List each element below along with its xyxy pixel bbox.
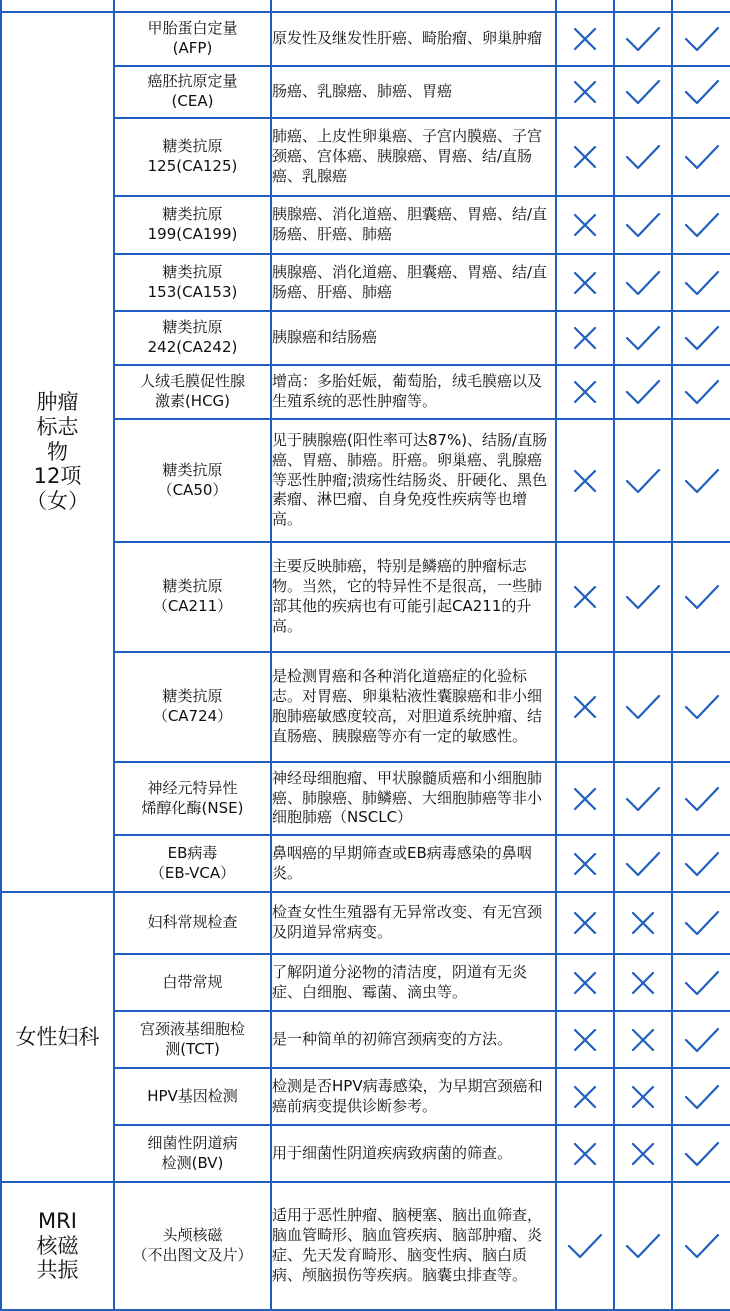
- package-3-cell: [672, 12, 730, 66]
- check-icon: [625, 143, 661, 171]
- check-icon: [684, 269, 720, 297]
- package-1-cell: [556, 365, 614, 419]
- package-2-cell: [614, 118, 672, 196]
- package-2-cell: [614, 1125, 672, 1182]
- package-1-cell: [556, 1068, 614, 1125]
- package-2-cell: [614, 419, 672, 542]
- table-row: [1, 1182, 730, 1310]
- check-icon: [625, 211, 661, 239]
- cross-icon: [572, 1141, 598, 1167]
- package-2-cell: [614, 542, 672, 652]
- exam-item-name: 妇科常规检查: [114, 892, 271, 954]
- package-1-cell: [556, 1182, 614, 1310]
- check-icon: [684, 143, 720, 171]
- exam-item-description: 检测是否HPV病毒感染，为早期宫颈癌和癌前病变提供诊断参考。: [271, 1068, 556, 1125]
- package-3-cell: [672, 1011, 730, 1068]
- package-2-cell: [614, 311, 672, 365]
- package-3-cell: [672, 311, 730, 365]
- cross-icon: [572, 584, 598, 610]
- check-icon: [625, 467, 661, 495]
- package-1-cell: [556, 1011, 614, 1068]
- exam-item-description: 主要反映肺癌，特别是鳞癌的肿瘤标志物。当然，它的特异性不是很高，一些肺部其他的疾病也有可能引起CA211的升高。: [271, 542, 556, 652]
- package-3-cell: [672, 835, 730, 892]
- item-cell: [114, 0, 271, 12]
- package-3-cell: [672, 1125, 730, 1182]
- package-1-cell: [556, 66, 614, 118]
- table-row: [1, 12, 730, 66]
- package-1-cell: [556, 254, 614, 311]
- package-1-cell: [556, 542, 614, 652]
- package-1-cell: [556, 762, 614, 835]
- cross-icon: [572, 26, 598, 52]
- package-2-cell: [614, 835, 672, 892]
- package-3-cell: [672, 652, 730, 762]
- package-2-cell: [614, 66, 672, 118]
- cross-icon: [572, 694, 598, 720]
- exam-item-name: 糖类抗原 （CA211）: [114, 542, 271, 652]
- exam-item-description: 用于细菌性阴道疾病致病菌的筛查。: [271, 1125, 556, 1182]
- cross-icon: [630, 1027, 656, 1053]
- cross-icon: [572, 79, 598, 105]
- category-tumor-markers: [1, 12, 114, 892]
- cross-icon: [572, 379, 598, 405]
- check-icon: [684, 909, 720, 937]
- cross-icon: [572, 970, 598, 996]
- package-1-cell: [556, 954, 614, 1011]
- check-icon: [625, 269, 661, 297]
- package-2-cell: [614, 254, 672, 311]
- exam-item-description: 神经母细胞瘤、甲状腺髓质癌和小细胞肺癌、肺腺癌、肺鳞癌、大细胞肺癌等非小细胞肺癌（NSCLC）: [271, 762, 556, 835]
- check-icon: [684, 378, 720, 406]
- check-icon: [684, 467, 720, 495]
- exam-item-name: 糖类抗原 153(CA153): [114, 254, 271, 311]
- top-partial-row: [1, 0, 730, 12]
- check-icon: [684, 583, 720, 611]
- cross-icon: [630, 1084, 656, 1110]
- check-icon: [684, 785, 720, 813]
- exam-item-description: 是检测胃癌和各种消化道癌症的化验标志。对胃癌、卵巢粘液性囊腺癌和非小细胞肺癌敏感度较高，对胆道系统肿瘤、结直肠癌、胰腺癌等亦有一定的敏感性。: [271, 652, 556, 762]
- exam-item-description: 原发性及继发性肝癌、畸胎瘤、卵巢肿瘤: [271, 12, 556, 66]
- package-2-cell: [614, 892, 672, 954]
- exam-item-name: 神经元特异性 烯醇化酶(NSE): [114, 762, 271, 835]
- exam-item-name: 癌胚抗原定量 (CEA): [114, 66, 271, 118]
- package-3-cell: [672, 66, 730, 118]
- exam-item-name: 糖类抗原 （CA724）: [114, 652, 271, 762]
- exam-item-name: EB病毒 （EB-VCA）: [114, 835, 271, 892]
- package-3-cell: [672, 892, 730, 954]
- package-3-cell: [672, 196, 730, 254]
- check-icon: [684, 1083, 720, 1111]
- check-icon: [684, 969, 720, 997]
- check-icon: [625, 78, 661, 106]
- package-3-cell: [672, 118, 730, 196]
- exam-item-description: 胰腺癌和结肠癌: [271, 311, 556, 365]
- package-1-cell: [556, 196, 614, 254]
- exam-item-name: 糖类抗原 199(CA199): [114, 196, 271, 254]
- category-cell: [1, 0, 114, 12]
- mark-cell: [556, 0, 614, 12]
- package-2-cell: [614, 954, 672, 1011]
- package-3-cell: [672, 1182, 730, 1310]
- exam-item-name: HPV基因检测: [114, 1068, 271, 1125]
- cross-icon: [572, 270, 598, 296]
- package-3-cell: [672, 1068, 730, 1125]
- exam-item-description: 检查女性生殖器有无异常改变、有无宫颈及阴道异常病变。: [271, 892, 556, 954]
- package-1-cell: [556, 419, 614, 542]
- cross-icon: [572, 212, 598, 238]
- category-gynecology: [1, 892, 114, 1182]
- package-3-cell: [672, 762, 730, 835]
- package-2-cell: [614, 652, 672, 762]
- exam-item-name: 糖类抗原 125(CA125): [114, 118, 271, 196]
- check-icon: [625, 378, 661, 406]
- cross-icon: [572, 325, 598, 351]
- package-2-cell: [614, 1068, 672, 1125]
- table-row: [1, 892, 730, 954]
- package-1-cell: [556, 118, 614, 196]
- package-1-cell: [556, 652, 614, 762]
- check-icon: [625, 324, 661, 352]
- package-1-cell: [556, 12, 614, 66]
- check-icon: [625, 1232, 661, 1260]
- cross-icon: [572, 144, 598, 170]
- package-2-cell: [614, 1011, 672, 1068]
- cross-icon: [572, 468, 598, 494]
- cross-icon: [572, 786, 598, 812]
- package-1-cell: [556, 311, 614, 365]
- cross-icon: [630, 970, 656, 996]
- exam-item-description: 增高：多胎妊娠，葡萄胎，绒毛膜癌以及生殖系统的恶性肿瘤等。: [271, 365, 556, 419]
- description-cell: [271, 0, 556, 12]
- exam-item-name: 人绒毛膜促性腺 激素(HCG): [114, 365, 271, 419]
- exam-item-name: 糖类抗原 242(CA242): [114, 311, 271, 365]
- package-2-cell: [614, 1182, 672, 1310]
- exam-item-name: 头颅核磁 （不出图文及片）: [114, 1182, 271, 1310]
- exam-item-description: 见于胰腺癌(阳性率可达87%)、结肠/直肠癌、胃癌、肺癌。肝癌。卵巢癌、乳腺癌等恶性肿瘤;溃疡性结肠炎、肝硬化、黑色素瘤、淋巴瘤、自身免疫性疾病等也增高。: [271, 419, 556, 542]
- exam-item-description: 肠癌、乳腺癌、肺癌、胃癌: [271, 66, 556, 118]
- exam-item-name: 宫颈液基细胞检 测(TCT): [114, 1011, 271, 1068]
- check-icon: [684, 25, 720, 53]
- check-icon: [684, 324, 720, 352]
- package-1-cell: [556, 1125, 614, 1182]
- exam-item-name: 细菌性阴道病 检测(BV): [114, 1125, 271, 1182]
- package-3-cell: [672, 419, 730, 542]
- exam-item-description: 是一种简单的初筛宫颈病变的方法。: [271, 1011, 556, 1068]
- cross-icon: [630, 910, 656, 936]
- check-icon: [625, 850, 661, 878]
- mark-cell: [672, 0, 730, 12]
- check-icon: [684, 850, 720, 878]
- package-3-cell: [672, 542, 730, 652]
- package-2-cell: [614, 762, 672, 835]
- package-3-cell: [672, 365, 730, 419]
- check-icon: [567, 1232, 603, 1260]
- exam-item-description: 肺癌、上皮性卵巢癌、子宫内膜癌、子宫颈癌、宫体癌、胰腺癌、胃癌、结/直肠癌、乳腺癌: [271, 118, 556, 196]
- check-icon: [684, 1140, 720, 1168]
- exam-item-description: 适用于恶性肿瘤、脑梗塞、脑出血筛查，脑血管畸形、脑血管疾病、脑部肿瘤、炎症、先天发育畸形、脑变性病、脑白质病、颅脑损伤等疾病。脑囊虫排查等。: [271, 1182, 556, 1310]
- category-label: 女性妇科: [15, 1024, 100, 1049]
- package-1-cell: [556, 835, 614, 892]
- exam-item-name: 甲胎蛋白定量 (AFP): [114, 12, 271, 66]
- check-icon: [625, 785, 661, 813]
- mark-cell: [614, 0, 672, 12]
- package-2-cell: [614, 196, 672, 254]
- exam-item-description: 了解阴道分泌物的清洁度，阴道有无炎症、白细胞、霉菌、滴虫等。: [271, 954, 556, 1011]
- check-icon: [625, 25, 661, 53]
- cross-icon: [572, 851, 598, 877]
- cross-icon: [630, 1141, 656, 1167]
- category-mri: [1, 1182, 114, 1310]
- package-3-cell: [672, 954, 730, 1011]
- cross-icon: [572, 910, 598, 936]
- package-2-cell: [614, 365, 672, 419]
- cross-icon: [572, 1027, 598, 1053]
- check-icon: [684, 693, 720, 721]
- check-icon: [684, 1232, 720, 1260]
- exam-item-description: 鼻咽癌的早期筛查或EB病毒感染的鼻咽炎。: [271, 835, 556, 892]
- cross-icon: [572, 1084, 598, 1110]
- exam-item-description: 胰腺癌、消化道癌、胆囊癌、胃癌、结/直肠癌、肝癌、肺癌: [271, 196, 556, 254]
- package-3-cell: [672, 254, 730, 311]
- check-icon: [684, 78, 720, 106]
- exam-item-name: 糖类抗原 （CA50）: [114, 419, 271, 542]
- check-icon: [625, 583, 661, 611]
- check-icon: [684, 211, 720, 239]
- package-1-cell: [556, 892, 614, 954]
- category-label: 肿瘤 标志 物 12项 （女）: [26, 390, 89, 514]
- exam-item-description: 胰腺癌、消化道癌、胆囊癌、胃癌、结/直肠癌、肝癌、肺癌: [271, 254, 556, 311]
- category-label: MRI 核磁 共振: [36, 1208, 79, 1283]
- check-icon: [625, 693, 661, 721]
- exam-item-name: 白带常规: [114, 954, 271, 1011]
- check-icon: [684, 1026, 720, 1054]
- package-2-cell: [614, 12, 672, 66]
